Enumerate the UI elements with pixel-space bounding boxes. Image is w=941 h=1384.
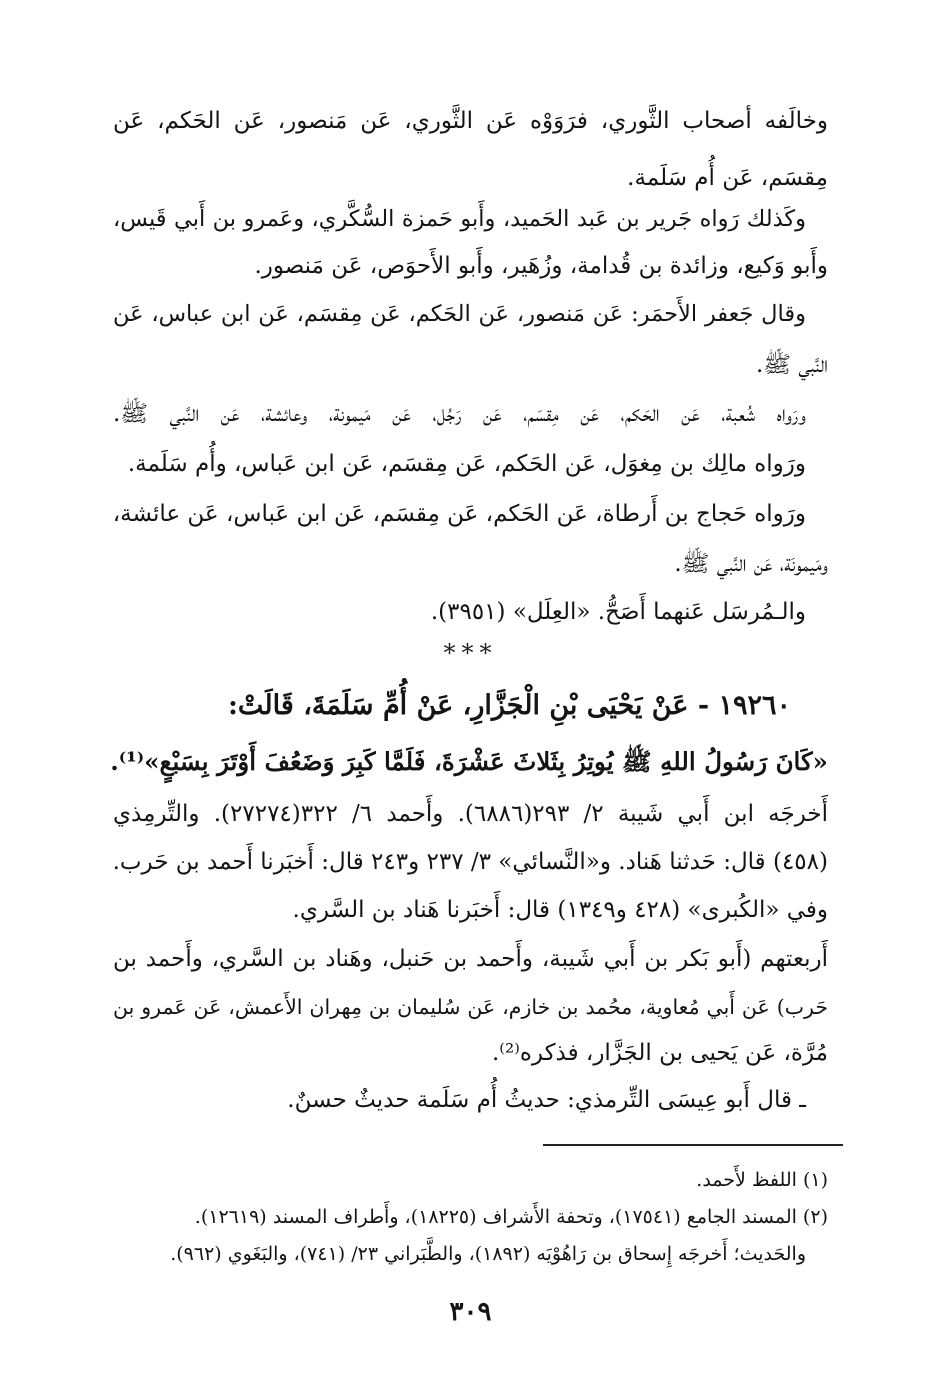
- takhrij-line: (٤٥٨) قال: حَدثنا هَناد. و«النَّسائي» ٣/ ٢٣٧ و٢٤٣ قال: أَخبَرنا أَحمد بن حَرب.: [112, 849, 828, 875]
- hadith-heading: ١٩٢٦٠ - عَنْ يَحْيَى بْنِ الْجَزَّارِ، عَنْ أُمِّ سَلَمَةَ، قَالَتْ:: [227, 690, 791, 721]
- takhrij-line: أَخرجَه ابن أَبي شَيبة ٢/ ٢٩٣(٦٨٨٦). وأَحمد ٦/ ٣٢٢(٢٧٢٧٤). والتِّرمِذي: [113, 801, 828, 827]
- footnote: (١) اللفظ لأَحمد.: [696, 1169, 828, 1191]
- body-line: ورَواه شُعبة، عَن الحَكم، عَن مِقسَم، عَن رَجُل، عَن مَيمونة، وعائشة، عَن النَّبي ﷺ.: [113, 401, 806, 427]
- body-line: وخالَفه أصحاب الثَّوري، فرَوَوْه عَن الثَّوري، عَن مَنصور، عَن الحَكم، عَن: [113, 108, 828, 134]
- body-line: والـمُرسَل عَنهما أَصَحُّ. «العِلَل» (٣٩٥١).: [430, 599, 806, 625]
- body-line: ورَواه مالِك بن مِغوَل، عَن الحَكم، عَن مِقسَم، عَن ابن عَباس، وأُم سَلَمة.: [127, 451, 806, 477]
- takhrij-line: وفي «الكُبرى» (٤٢٨ و١٣٤٩) قال: أَخبَرنا هَناد بن السَّري.: [292, 897, 828, 923]
- body-line: وكَذلك رَواه جَرير بن عَبد الحَميد، وأَبو حَمزة السُّكَّري، وعَمرو بن أَبي قَيس،: [113, 206, 806, 232]
- footnote: (٢) المسند الجامع (١٧٥٤١)، وتحفة الأَشراف (١٨٢٢٥)، وأَطراف المسند (١٢٦١٩).: [194, 1206, 828, 1228]
- body-line: النَّبي ﷺ.: [755, 352, 828, 378]
- body-line: ورَواه حَجاج بن أَرطاة، عَن الحَكم، عَن مِقسَم، عَن ابن عَباس، عَن عائشة،: [112, 501, 806, 527]
- footnote-divider: [543, 1144, 843, 1146]
- takhrij-line: أَربعتهم (أَبو بَكر بن أَبي شَيبة، وأَحمد بن حَنبل، وهَناد بن السَّري، وأَحمد بن: [113, 946, 828, 972]
- body-line: وأَبو وَكيع، وزائدة بن قُدامة، وزُهَير، وأَبو الأَحوَص، عَن مَنصور.: [254, 253, 828, 279]
- body-line: مِقسَم، عَن أُم سَلَمة.: [627, 165, 828, 191]
- page-number: ٣٠٩: [449, 1297, 492, 1327]
- takhrij-line: حَرب) عَن أَبي مُعاوية، محُمد بن خازم، عَن سُليمان بن مِهران الأَعمش، عَن عَمرو بن: [113, 995, 828, 1019]
- hadith-text: «كَانَ رَسُولُ اللهِ ﷺ يُوتِرُ بِثَلاثَ عَشْرَةَ، فَلَمَّا كَبِرَ وَضَعُفَ أَوْتَرَ بِسَبْعٍ»⁽¹⁾.: [110, 747, 828, 776]
- body-line: ومَيمونَة، عَن النَّبي ﷺ.: [674, 551, 828, 577]
- body-line: وقال جَعفر الأَحمَر: عَن مَنصور، عَن الحَكم، عَن مِقسَم، عَن ابن عباس، عَن: [113, 301, 806, 327]
- takhrij-line: مُرَّة، عَن يَحيى بن الجَزَّار، فذكره⁽²⁾.: [491, 1040, 828, 1066]
- footnote: والحَديث؛ أَخرجَه إِسحاق بن رَاهُوْيَه (١٨٩٢)، والطَّبَراني ٢٣/ (٧٤١)، والبَغَوي (٩٦٢).: [170, 1243, 806, 1265]
- section-separator: ***: [443, 639, 498, 667]
- takhrij-line: ـ قال أَبو عِيسَى التِّرمذي: حديثُ أُم سَلَمة حديثٌ حسنٌ.: [287, 1087, 806, 1113]
